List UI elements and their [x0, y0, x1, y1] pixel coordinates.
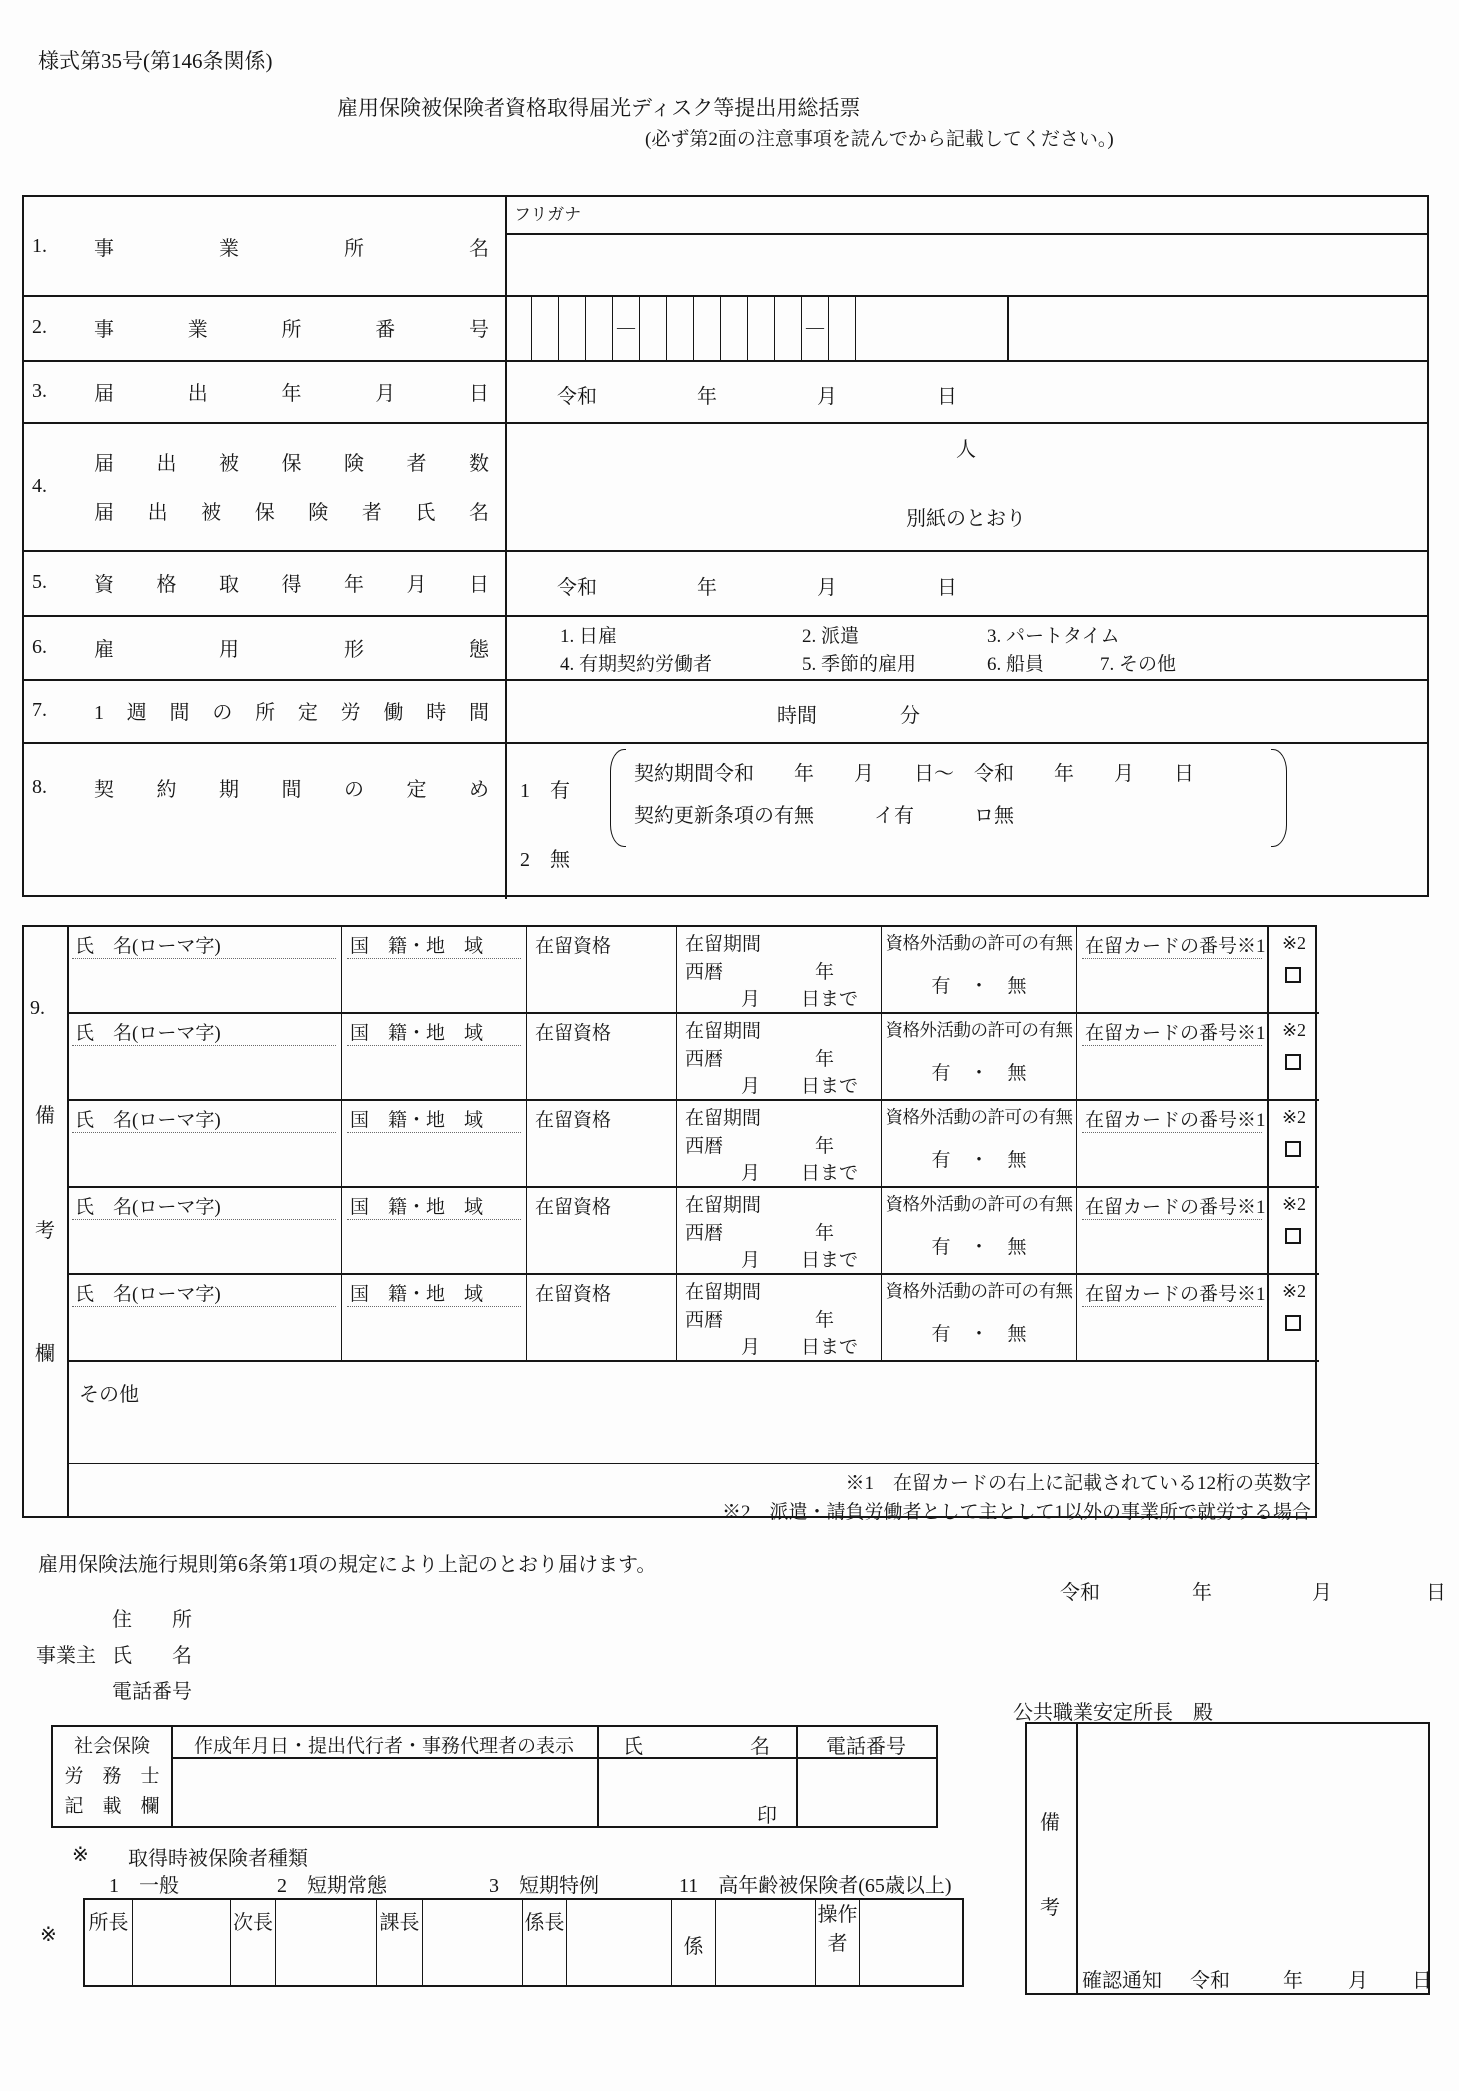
- page-subtitle: (必ず第2面の注意事項を読んでから記載してください。): [645, 129, 1114, 150]
- period-year: 年: [815, 1223, 835, 1244]
- declaration-text: 雇用保険法施行規則第6条第1項の規定により上記のとおり届けます。: [38, 1554, 657, 1576]
- resident-row-block: [67, 927, 1319, 1014]
- note2-cell: [1269, 927, 1319, 1012]
- nationality-header: 国 籍・地 域: [350, 936, 484, 957]
- dispatch-checkbox[interactable]: [1285, 1141, 1301, 1157]
- type-note-title: 取得時被保険者種類: [128, 1848, 308, 1870]
- activity-permission-cell: [882, 1275, 1077, 1360]
- period-header: 在留期間: [685, 1108, 762, 1129]
- residence-card-header: 在留カードの番号※1: [1085, 1110, 1266, 1131]
- resident-row-block: [67, 1188, 1319, 1275]
- consultant-phone-header: 電話番号: [826, 1736, 906, 1758]
- row7-number: 7.: [32, 699, 47, 721]
- insured-type-option[interactable]: 3 短期特例: [489, 1875, 599, 1897]
- row8-number: 8.: [32, 775, 47, 798]
- digit-box[interactable]: [640, 295, 667, 360]
- employer-address-label: 住 所: [112, 1609, 192, 1631]
- main-table: [22, 195, 1429, 897]
- footnote-2: ※2 派遣・請負労働者として主として1以外の事業所で就労する場合: [721, 1502, 1311, 1523]
- resident-row-block: [67, 1101, 1319, 1188]
- residence-period-cell[interactable]: [677, 927, 882, 1012]
- minutes-label: 分: [900, 705, 920, 727]
- confirm-notice-label: 確認通知: [1082, 1970, 1162, 1992]
- day-label: 日: [1426, 1582, 1446, 1604]
- period-month: 月: [741, 1337, 761, 1358]
- dispatch-checkbox[interactable]: [1285, 1315, 1301, 1331]
- period-calendar: 西暦: [685, 1049, 724, 1070]
- employment-type-option[interactable]: 2. 派遣: [802, 626, 860, 647]
- permission-header: 資格外活動の許可の有無: [885, 1281, 1073, 1301]
- residence-status-cell[interactable]: [527, 927, 677, 1012]
- permission-yes-no[interactable]: 有 ・ 無: [931, 1324, 1027, 1345]
- row7-label: 7. 1週間の所定労働時間: [32, 699, 489, 724]
- era-label: 令和: [1190, 1970, 1230, 1992]
- stamp-cell[interactable]: [716, 1900, 816, 1985]
- nationality-header: 国 籍・地 域: [350, 1284, 484, 1305]
- digit-box[interactable]: [721, 295, 748, 360]
- resident-row-block: [67, 1014, 1319, 1101]
- dotted-rule: [347, 1219, 521, 1220]
- stamp-cell[interactable]: [423, 1900, 523, 1985]
- name-cell[interactable]: [67, 1101, 342, 1186]
- permission-header: 資格外活動の許可の有無: [885, 933, 1073, 953]
- period-month: 月: [741, 1076, 761, 1097]
- activity-permission-cell: [882, 1188, 1077, 1273]
- row4-label: [24, 422, 505, 550]
- dotted-rule: [72, 958, 336, 959]
- remarks-char-2: 考: [35, 1220, 55, 1242]
- row3-label: 3. 届出年月日: [32, 379, 489, 405]
- period-year: 年: [815, 1049, 835, 1070]
- residence-card-cell[interactable]: [1077, 1014, 1269, 1099]
- activity-permission-cell: [882, 1014, 1077, 1099]
- insured-type-option[interactable]: 1 一般: [109, 1875, 179, 1897]
- era-label: 令和: [557, 386, 597, 408]
- residence-status-header: 在留資格: [535, 1197, 612, 1218]
- note2-cell: [1269, 1188, 1319, 1273]
- period-until: 日まで: [801, 989, 859, 1010]
- year-label: 年: [1192, 1582, 1212, 1604]
- dispatch-checkbox[interactable]: [1285, 1228, 1301, 1244]
- row6-label: 6. 雇用形態: [32, 635, 489, 661]
- day-label: 日: [937, 386, 957, 408]
- period-month: 月: [741, 1250, 761, 1271]
- employment-type-option[interactable]: 4. 有期契約労働者: [560, 654, 713, 675]
- permission-yes-no[interactable]: 有 ・ 無: [931, 976, 1027, 997]
- contract-renewal-line[interactable]: 契約更新条項の有無 イ有 ロ無: [634, 805, 1014, 827]
- nationality-header: 国 籍・地 域: [350, 1023, 484, 1044]
- name-cell[interactable]: [67, 927, 342, 1012]
- employer-title: 事業主: [36, 1645, 96, 1667]
- insured-type-option[interactable]: 2 短期常態: [277, 1875, 387, 1897]
- residence-period-cell[interactable]: [677, 1188, 882, 1273]
- labor-consultant-table: [51, 1725, 938, 1828]
- dotted-rule: [72, 1306, 336, 1307]
- period-until: 日まで: [801, 1163, 859, 1184]
- other-remarks-cell[interactable]: [67, 1362, 1319, 1464]
- digit-box[interactable]: [586, 295, 613, 360]
- nationality-header: 国 籍・地 域: [350, 1110, 484, 1131]
- dotted-rule: [72, 1132, 336, 1133]
- note2-mark: ※2: [1281, 1107, 1307, 1127]
- digit-box[interactable]: [775, 295, 802, 360]
- approval-mark: ※: [40, 1924, 57, 1946]
- dispatch-checkbox[interactable]: [1285, 967, 1301, 983]
- period-calendar: 西暦: [685, 1223, 724, 1244]
- period-until: 日まで: [801, 1250, 859, 1271]
- month-label: 月: [1348, 1970, 1368, 1992]
- name-header: 氏 名(ローマ字): [75, 936, 221, 957]
- residence-card-cell[interactable]: [1077, 927, 1269, 1012]
- residence-status-header: 在留資格: [535, 1110, 612, 1131]
- biko-char-2: 考: [1040, 1897, 1060, 1919]
- month-label: 月: [817, 386, 837, 408]
- residence-period-cell[interactable]: [677, 1101, 882, 1186]
- day-label: 日: [937, 577, 957, 599]
- attached-sheet-note: 別紙のとおり: [906, 508, 1026, 530]
- furigana-label: フリガナ: [514, 205, 582, 224]
- residence-card-cell[interactable]: [1077, 1275, 1269, 1360]
- dotted-rule: [347, 1306, 521, 1307]
- name-header: 氏 名(ローマ字): [75, 1023, 221, 1044]
- row3-number: 3.: [32, 379, 47, 402]
- page-title: 雇用保険被保険者資格取得届光ディスク等提出用総括票: [337, 96, 861, 120]
- year-label: 年: [697, 577, 717, 599]
- dotted-rule: [1082, 1132, 1262, 1133]
- activity-permission-cell: [882, 927, 1077, 1012]
- period-month: 月: [741, 989, 761, 1010]
- note2-cell: [1269, 1014, 1319, 1099]
- employment-type-option[interactable]: 7. その他: [1100, 654, 1177, 675]
- digit-box[interactable]: [667, 295, 694, 360]
- residence-period-cell[interactable]: [677, 1275, 882, 1360]
- contract-period-line: 契約期間令和 年 月 日～ 令和 年 月 日: [634, 763, 1194, 785]
- residence-card-cell[interactable]: [1077, 1188, 1269, 1273]
- other-label: その他: [79, 1384, 139, 1406]
- dotted-rule: [347, 958, 521, 959]
- digit-box[interactable]: [559, 295, 586, 360]
- digit-box[interactable]: [694, 295, 721, 360]
- approval-stamp-table: [83, 1898, 964, 1987]
- row4-label-line2: 届出被保険者氏名: [94, 502, 489, 524]
- year-label: 年: [1283, 1970, 1303, 1992]
- row2-label: 2. 事業所番号: [32, 316, 489, 341]
- period-year: 年: [815, 962, 835, 983]
- operator-label-cell: 操作者: [816, 1900, 860, 1985]
- nationality-header: 国 籍・地 域: [350, 1197, 484, 1218]
- subsection-chief-label-cell: 係長: [523, 1900, 567, 1985]
- note2-mark: ※2: [1281, 933, 1307, 953]
- note2-mark: ※2: [1281, 1020, 1307, 1040]
- type-note-mark: ※: [72, 1844, 89, 1866]
- era-label: 令和: [1060, 1582, 1100, 1604]
- footnotes-cell: [67, 1464, 1319, 1523]
- consultant-name-header: 氏 名: [623, 1736, 770, 1758]
- office-name-field[interactable]: [506, 234, 1426, 294]
- employer-name-label: 氏 名: [112, 1645, 192, 1667]
- nationality-cell[interactable]: [342, 1014, 527, 1099]
- permission-header: 資格外活動の許可の有無: [885, 1020, 1073, 1040]
- name-header: 氏 名(ローマ字): [75, 1110, 221, 1131]
- dispatch-checkbox[interactable]: [1285, 1054, 1301, 1070]
- bracket-left: [610, 749, 626, 847]
- row1-label: 1. 事業所名: [32, 234, 489, 260]
- consultant-phone-field[interactable]: [798, 1759, 934, 1824]
- row5-number: 5.: [32, 571, 47, 593]
- dash-box: ―: [802, 295, 829, 360]
- name-cell[interactable]: [67, 1275, 342, 1360]
- nationality-cell[interactable]: [342, 1275, 527, 1360]
- period-calendar: 西暦: [685, 1310, 724, 1331]
- note2-cell: [1269, 1101, 1319, 1186]
- contract-term-no[interactable]: 2 無: [520, 849, 570, 871]
- period-year: 年: [815, 1136, 835, 1157]
- note2-mark: ※2: [1281, 1281, 1307, 1301]
- dotted-rule: [1082, 1306, 1262, 1307]
- employment-type-option[interactable]: 3. パートタイム: [987, 626, 1120, 647]
- foreign-worker-table: [22, 925, 1317, 1523]
- name-header: 氏 名(ローマ字): [75, 1197, 221, 1218]
- period-header: 在留期間: [685, 934, 762, 955]
- footnote-1: ※1 在留カードの右上に記載されている12桁の英数字: [845, 1473, 1311, 1494]
- employer-phone-label: 電話番号: [112, 1681, 192, 1703]
- division-chief-label-cell: 課長: [377, 1900, 423, 1985]
- month-label: 月: [817, 577, 837, 599]
- row5-label: 5. 資格取得年月日: [32, 571, 489, 596]
- nationality-cell[interactable]: [342, 927, 527, 1012]
- remarks-field[interactable]: [1078, 1724, 1428, 1959]
- stamp-cell[interactable]: [276, 1900, 377, 1985]
- employment-type-option[interactable]: 5. 季節的雇用: [802, 654, 917, 675]
- residence-status-header: 在留資格: [535, 1023, 612, 1044]
- permission-header: 資格外活動の許可の有無: [885, 1107, 1073, 1127]
- note2-cell: [1269, 1275, 1319, 1360]
- remarks-char-1: 備: [35, 1105, 55, 1127]
- form-number: 様式第35号(第146条関係): [38, 49, 273, 73]
- dotted-rule: [347, 1045, 521, 1046]
- era-label: 令和: [557, 577, 597, 599]
- biko-char-1: 備: [1040, 1812, 1060, 1834]
- row4-label-line1: 届出被保険者数: [94, 453, 489, 475]
- residence-status-header: 在留資格: [535, 1284, 612, 1305]
- period-year: 年: [815, 1310, 835, 1331]
- preparer-field[interactable]: [173, 1759, 595, 1824]
- residence-period-cell[interactable]: [677, 1014, 882, 1099]
- residence-card-header: 在留カードの番号※1: [1085, 1023, 1266, 1044]
- row1-number: 1.: [32, 234, 47, 257]
- name-header: 氏 名(ローマ字): [75, 1284, 221, 1305]
- dash-box: ―: [613, 295, 640, 360]
- staff-label-cell: 係: [672, 1900, 716, 1985]
- residence-status-cell[interactable]: [527, 1275, 677, 1360]
- activity-permission-cell: [882, 1101, 1077, 1186]
- row6-number: 6.: [32, 635, 47, 658]
- stamp-cell[interactable]: [133, 1900, 231, 1985]
- stamp-cell[interactable]: [860, 1900, 962, 1985]
- agency-addressee: 公共職業安定所長 殿: [1013, 1702, 1213, 1724]
- employment-type-option[interactable]: 6. 船員: [987, 654, 1045, 675]
- section9-number: 9.: [30, 997, 45, 1019]
- digit-box[interactable]: [829, 295, 856, 360]
- remarks-box: [1025, 1722, 1430, 1995]
- insured-type-option[interactable]: 11 高年齢被保険者(65歳以上): [679, 1875, 952, 1897]
- residence-status-cell[interactable]: [527, 1188, 677, 1273]
- row2-number: 2.: [32, 316, 47, 338]
- section-chief-label-cell: 所長: [85, 1900, 133, 1985]
- office-number-boxes: [505, 295, 856, 360]
- residence-status-header: 在留資格: [535, 936, 612, 957]
- row4-number: 4.: [32, 474, 47, 497]
- nationality-cell[interactable]: [342, 1188, 527, 1273]
- period-header: 在留期間: [685, 1021, 762, 1042]
- year-label: 年: [697, 386, 717, 408]
- digit-box[interactable]: [748, 295, 775, 360]
- period-header: 在留期間: [685, 1195, 762, 1216]
- permission-yes-no[interactable]: 有 ・ 無: [931, 1237, 1027, 1258]
- period-calendar: 西暦: [685, 962, 724, 983]
- residence-card-cell[interactable]: [1077, 1101, 1269, 1186]
- deputy-chief-label-cell: 次長: [231, 1900, 276, 1985]
- period-until: 日まで: [801, 1076, 859, 1097]
- contract-term-yes[interactable]: 1 有: [520, 780, 570, 802]
- nationality-cell[interactable]: [342, 1101, 527, 1186]
- digit-box[interactable]: [505, 295, 532, 360]
- period-header: 在留期間: [685, 1282, 762, 1303]
- dotted-rule: [1082, 1045, 1262, 1046]
- residence-card-header: 在留カードの番号※1: [1085, 1284, 1266, 1305]
- residence-card-header: 在留カードの番号※1: [1085, 936, 1266, 957]
- hours-label: 時間: [777, 705, 817, 727]
- permission-header: 資格外活動の許可の有無: [885, 1194, 1073, 1214]
- residence-status-cell[interactable]: [527, 1014, 677, 1099]
- period-until: 日まで: [801, 1337, 859, 1358]
- dotted-rule: [72, 1045, 336, 1046]
- seal-mark: 印: [757, 1805, 777, 1827]
- employment-type-option[interactable]: 1. 日雇: [560, 626, 618, 647]
- name-cell[interactable]: [67, 1188, 342, 1273]
- remarks-char-3: 欄: [35, 1343, 55, 1365]
- day-label: 日: [1412, 1970, 1432, 1992]
- note2-mark: ※2: [1281, 1194, 1307, 1214]
- period-month: 月: [741, 1163, 761, 1184]
- digit-box[interactable]: [532, 295, 559, 360]
- resident-row-block: [67, 1275, 1319, 1362]
- permission-yes-no[interactable]: 有 ・ 無: [931, 1063, 1027, 1084]
- dotted-rule: [1082, 1219, 1262, 1220]
- preparer-header: 作成年月日・提出代行者・事務代理者の表示: [193, 1736, 574, 1757]
- name-cell[interactable]: [67, 1014, 342, 1099]
- permission-yes-no[interactable]: 有 ・ 無: [931, 1150, 1027, 1171]
- month-label: 月: [1312, 1582, 1332, 1604]
- residence-status-cell[interactable]: [527, 1101, 677, 1186]
- bracket-right: [1271, 749, 1287, 847]
- dotted-rule: [1082, 958, 1262, 959]
- row8-label: 8. 契約期間の定め: [32, 775, 489, 801]
- stamp-cell[interactable]: [567, 1900, 672, 1985]
- consultant-side-label: 社会保険 労 務 士 記 載 欄: [64, 1736, 160, 1817]
- residence-card-header: 在留カードの番号※1: [1085, 1197, 1266, 1218]
- period-calendar: 西暦: [685, 1136, 724, 1157]
- dotted-rule: [347, 1132, 521, 1133]
- dotted-rule: [72, 1219, 336, 1220]
- person-count-unit: 人: [956, 439, 976, 461]
